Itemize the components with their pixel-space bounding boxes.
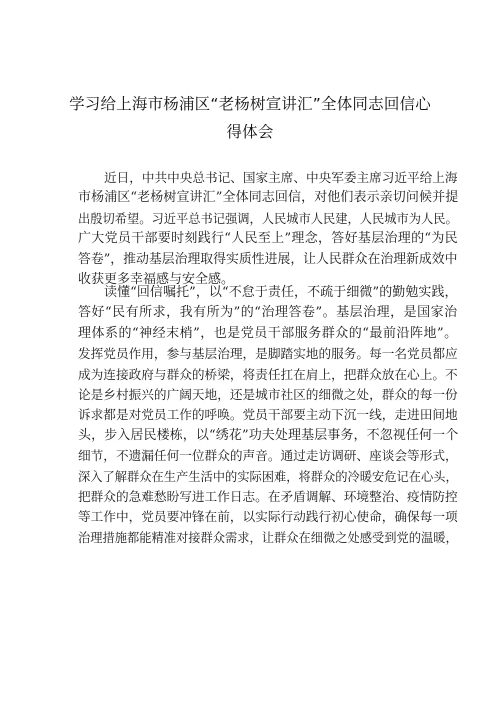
paragraph-2-line: 答好“民有所求，我有所为”的“治理答卷”。基层治理，是国家治 [78,305,458,321]
paragraph-2-line: 治理措施都能精准对接群众需求，让群众在细微之处感受到党的温暖， [78,530,458,545]
paragraph-1 [78,168,458,290]
paragraph-1-line: 收获更多幸福感与安全感。 [78,272,235,288]
paragraph-2 [78,283,458,548]
paragraph-2-line: 深入了解群众在生产生活中的实际困难，将群众的冷暖安危记在心头， [78,469,458,484]
paragraph-2-line: 发挥党员作用，参与基层治理，是脚踏实地的服务。每一名党员都应 [78,346,458,362]
paragraph-2-line: 论是乡村振兴的广阔天地，还是城市社区的细微之处，群众的每一份 [78,387,458,403]
paragraph-2-line: 读懂“回信嘱托”，以“不怠于责任，不疏于细微”的勤勉实践， [104,285,458,300]
paragraph-1-line: 市杨浦区“老杨树宣讲汇”全体同志回信，对他们表示亲切问候并提 [78,190,459,206]
paragraph-2-line: 把群众的急难愁盼写进工作日志。在矛盾调解、环境整治、疫情防控 [78,489,458,505]
paragraph-1-line: 近日，中共中央总书记、国家主席、中央军委主席习近平给上海 [104,170,458,185]
paragraph-1-line: 答卷”，推动基层治理取得实质性进展，让人民群众在治理新成效中 [78,251,458,267]
paragraph-2-line: 等工作中，党员要冲锋在前，以实际行动践行初心使命，确保每一项 [78,509,458,525]
paragraph-1-line: 出殷切希望。习近平总书记强调，人民城市人民建，人民城市为人民。 [78,211,458,226]
document-title-line-1: 学习给上海市杨浦区“老杨树宣讲汇”全体同志回信心 [69,95,431,113]
paragraph-2-line: 理体系的“神经末梢”，也是党员干部服务群众的“最前沿阵地”。 [78,325,458,341]
paragraph-2-line: 成为连接政府与群众的桥梁，将责任扛在肩上，把群众放在心上。不 [78,366,458,382]
paragraph-2-line: 头，步入居民楼栋，以“绣花”功夫处理基层事务，不忽视任何一个 [78,427,459,443]
paragraph-2-line: 诉求都是对党员工作的呼唤。党员干部要主动下沉一线，走进田间地 [78,407,458,423]
paragraph-2-line: 细节，不遗漏任何一位群众的声音。通过走访调研、座谈会等形式， [78,448,458,464]
document-title-line-2: 得体会 [226,123,274,141]
paragraph-1-line: 广大党员干部要时刻践行“人民至上”理念，答好基层治理的“为民 [78,231,458,247]
